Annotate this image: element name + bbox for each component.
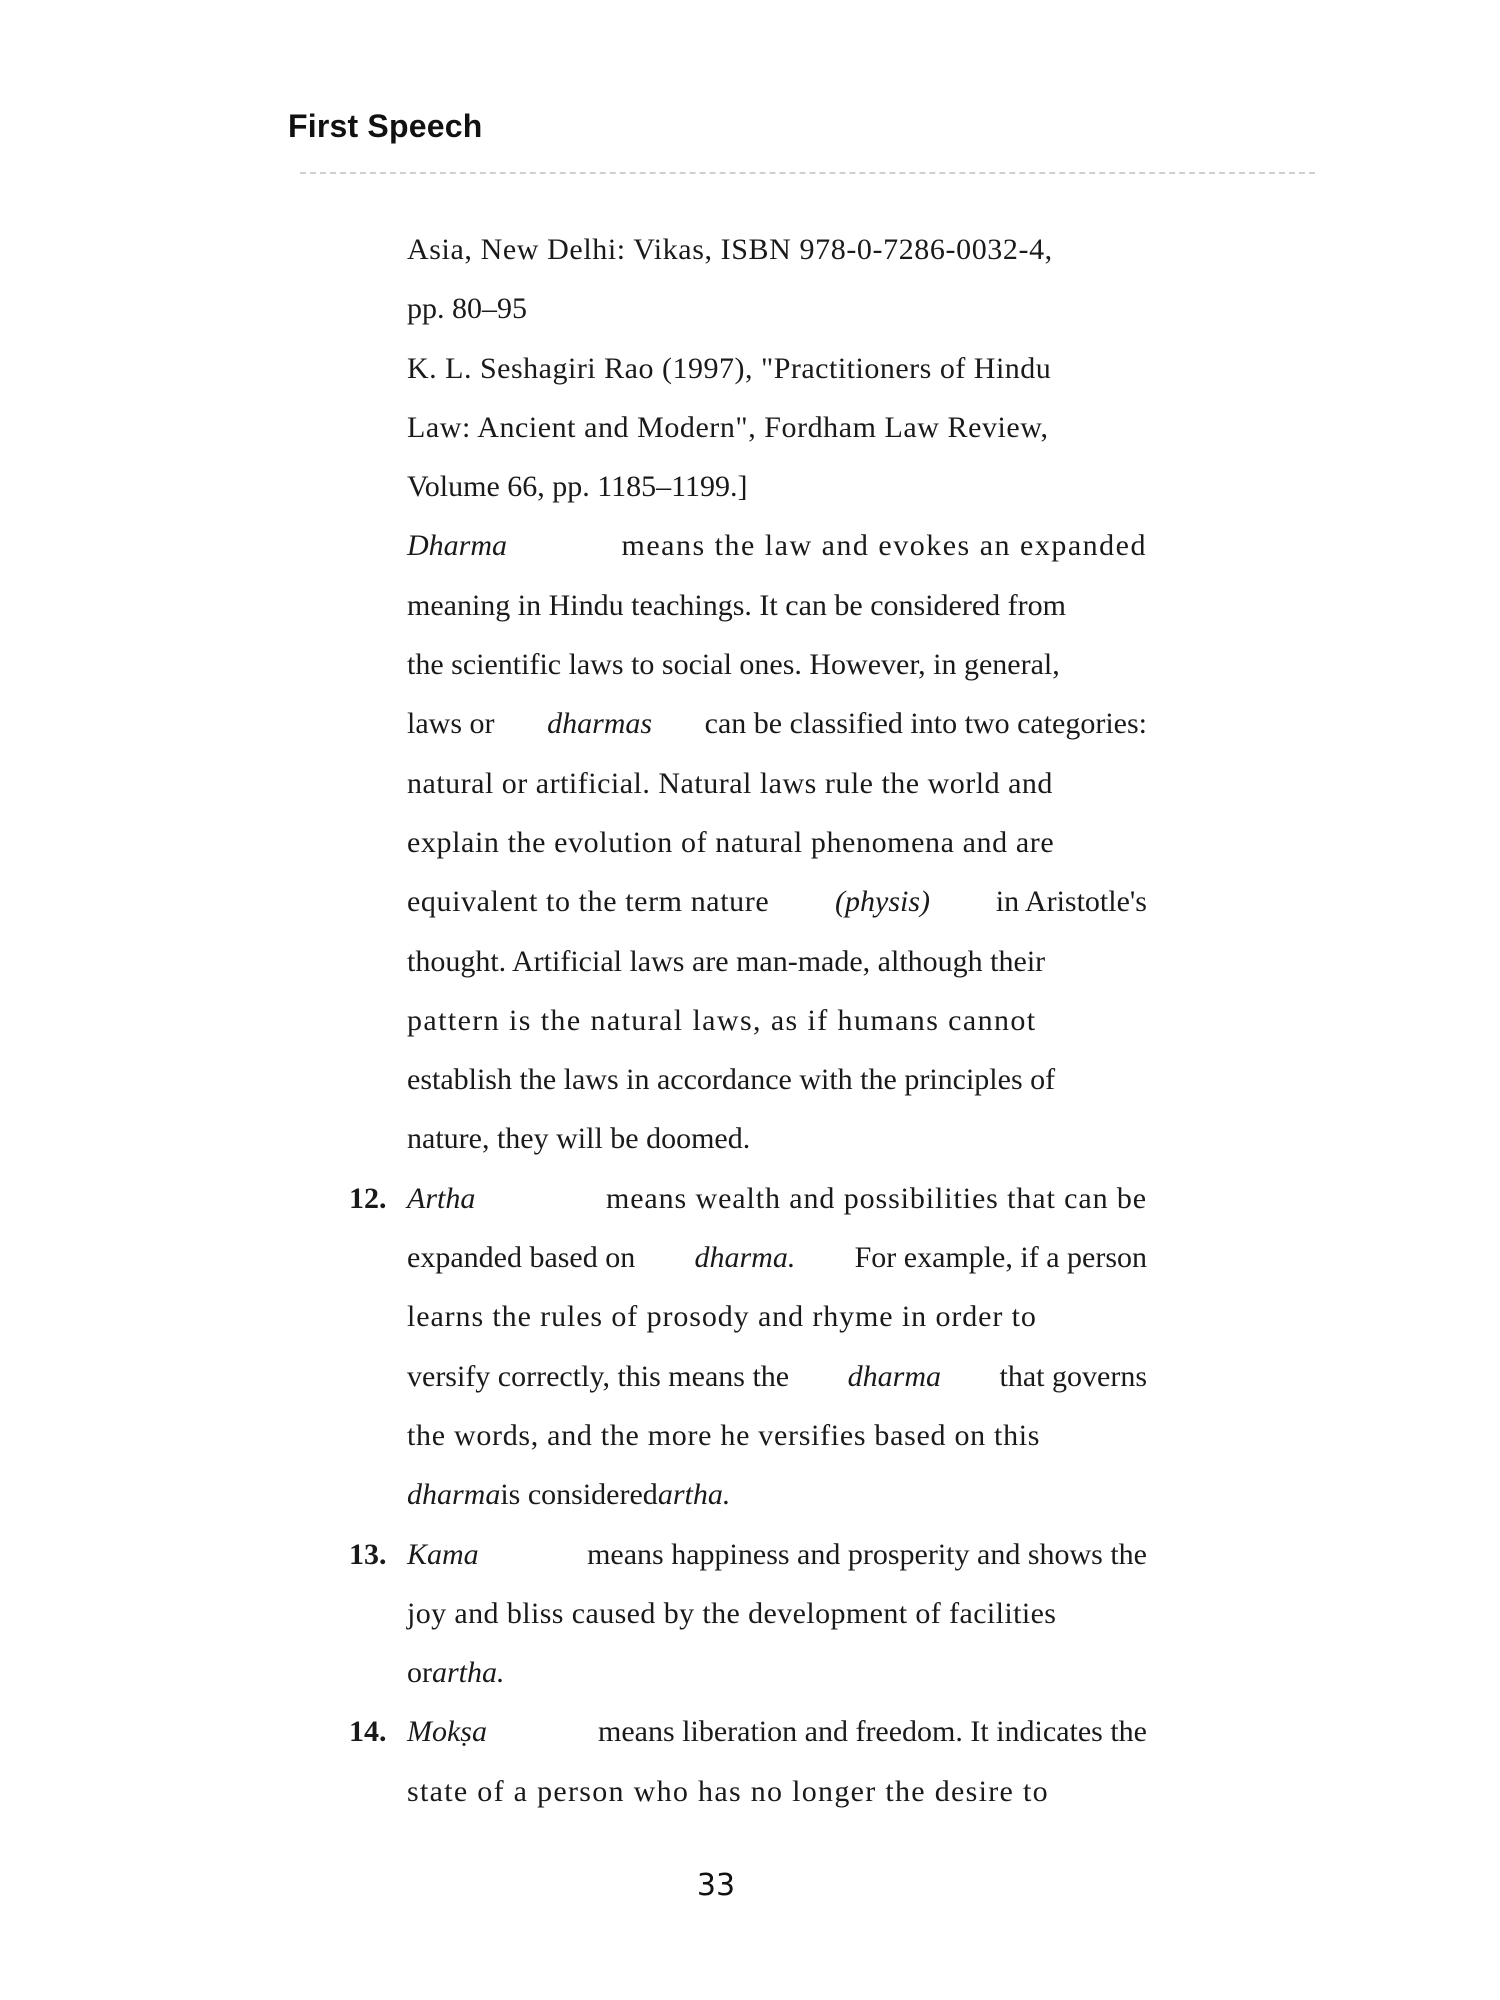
text-line [407, 1406, 1147, 1465]
term-dharma: dharma. [694, 1241, 796, 1275]
term-kama: Kama [407, 1537, 479, 1571]
item-number: 13. [349, 1537, 387, 1571]
term-moksa: Mokṣa [407, 1715, 487, 1749]
text-segment: learns the rules of prosody and rhyme in order to [407, 1300, 1037, 1334]
term-artha: Artha [407, 1181, 476, 1215]
text-line [407, 635, 1147, 694]
text-line-content: Volume 66, pp. 1185–1199.] [407, 470, 748, 504]
list-item [349, 1702, 1147, 1761]
text-line [407, 1525, 1147, 1584]
term-artha: artha. [432, 1656, 505, 1690]
text-segment: can be classified into two categories: [704, 707, 1147, 741]
text-line [407, 220, 1147, 279]
text-segment: means happiness and prosperity and shows the [587, 1537, 1147, 1571]
text-line-content: Asia, New Delhi: Vikas, ISBN 978-0-7286-0032-4, [407, 233, 1053, 266]
text-segment: laws or [407, 707, 495, 741]
text-segment: state of a person who has no longer the desire to [407, 1774, 1049, 1808]
text-line [407, 457, 1147, 516]
text-line-content: pp. 80–95 [407, 292, 527, 326]
text-segment: or [407, 1656, 432, 1690]
text-segment: the scientific laws to social ones. However, in general, [407, 648, 1060, 682]
text-line [407, 1228, 1147, 1287]
text-line [407, 1465, 1147, 1524]
text-line [407, 872, 1147, 931]
text-line-content: Law: Ancient and Modern", Fordham Law Review, [407, 410, 1049, 444]
text-segment: For example, if a person [854, 1241, 1147, 1275]
header-divider [300, 172, 1315, 174]
text-line [407, 1702, 1147, 1761]
term-dharma: dharma [407, 1478, 501, 1512]
list-item [349, 1525, 1147, 1584]
text-segment: means liberation and freedom. It indicates the [598, 1715, 1147, 1749]
term-dharma: dharma [847, 1359, 941, 1393]
text-segment: natural or artificial. Natural laws rule the world and [407, 766, 1053, 800]
term-dharma: Dharma [407, 529, 508, 563]
item-number: 12. [349, 1181, 387, 1215]
text-line [407, 1762, 1147, 1821]
list-item [349, 1169, 1147, 1228]
page-number: 33 [696, 1868, 736, 1903]
text-line-content: K. L. Seshagiri Rao (1997), "Practitioners of Hindu [407, 351, 1052, 385]
text-line [407, 1169, 1147, 1228]
text-segment: the words, and the more he versifies based on this [407, 1418, 1041, 1452]
text-segment: means the law and evokes an expanded [621, 529, 1147, 563]
text-segment: is considered [500, 1478, 658, 1512]
text-segment: versify correctly, this means the [407, 1359, 790, 1393]
text-line [407, 694, 1147, 753]
text-segment: establish the laws in accordance with the principles of [407, 1063, 1056, 1097]
text-segment: explain the evolution of natural phenomena and are [407, 825, 1055, 859]
text-line [407, 576, 1147, 635]
text-segment: nature, they will be doomed. [407, 1122, 751, 1156]
text-line [407, 754, 1147, 813]
text-line [407, 1347, 1147, 1406]
text-line [407, 1287, 1147, 1346]
text-segment: in Aristotle's [995, 885, 1147, 919]
text-line [407, 991, 1147, 1050]
text-line [407, 1050, 1147, 1109]
text-segment: thought. Artificial laws are man-made, although their [407, 944, 1046, 978]
text-line [407, 339, 1147, 398]
text-segment: that governs [999, 1359, 1147, 1393]
term-dharmas: dharmas [547, 707, 653, 741]
item-number: 14. [349, 1715, 387, 1749]
text-segment: means wealth and possibilities that can be [605, 1181, 1147, 1215]
body-text [349, 220, 1147, 1821]
running-header: First Speech [288, 108, 483, 144]
text-line [407, 1643, 1147, 1702]
text-line [407, 398, 1147, 457]
text-line [407, 813, 1147, 872]
text-segment: pattern is the natural laws, as if humans cannot [407, 1003, 1037, 1037]
text-line [407, 516, 1147, 575]
text-line [407, 279, 1147, 338]
text-segment: equivalent to the term nature [407, 885, 770, 919]
term-physis: (physis) [835, 885, 930, 919]
text-line [407, 932, 1147, 991]
text-line [407, 1109, 1147, 1168]
text-segment: meaning in Hindu teachings. It can be considered from [407, 588, 1066, 622]
text-line [407, 1584, 1147, 1643]
term-artha: artha. [657, 1478, 731, 1512]
text-segment: joy and bliss caused by the development of facilities [407, 1596, 1057, 1630]
text-segment: expanded based on [407, 1241, 636, 1275]
